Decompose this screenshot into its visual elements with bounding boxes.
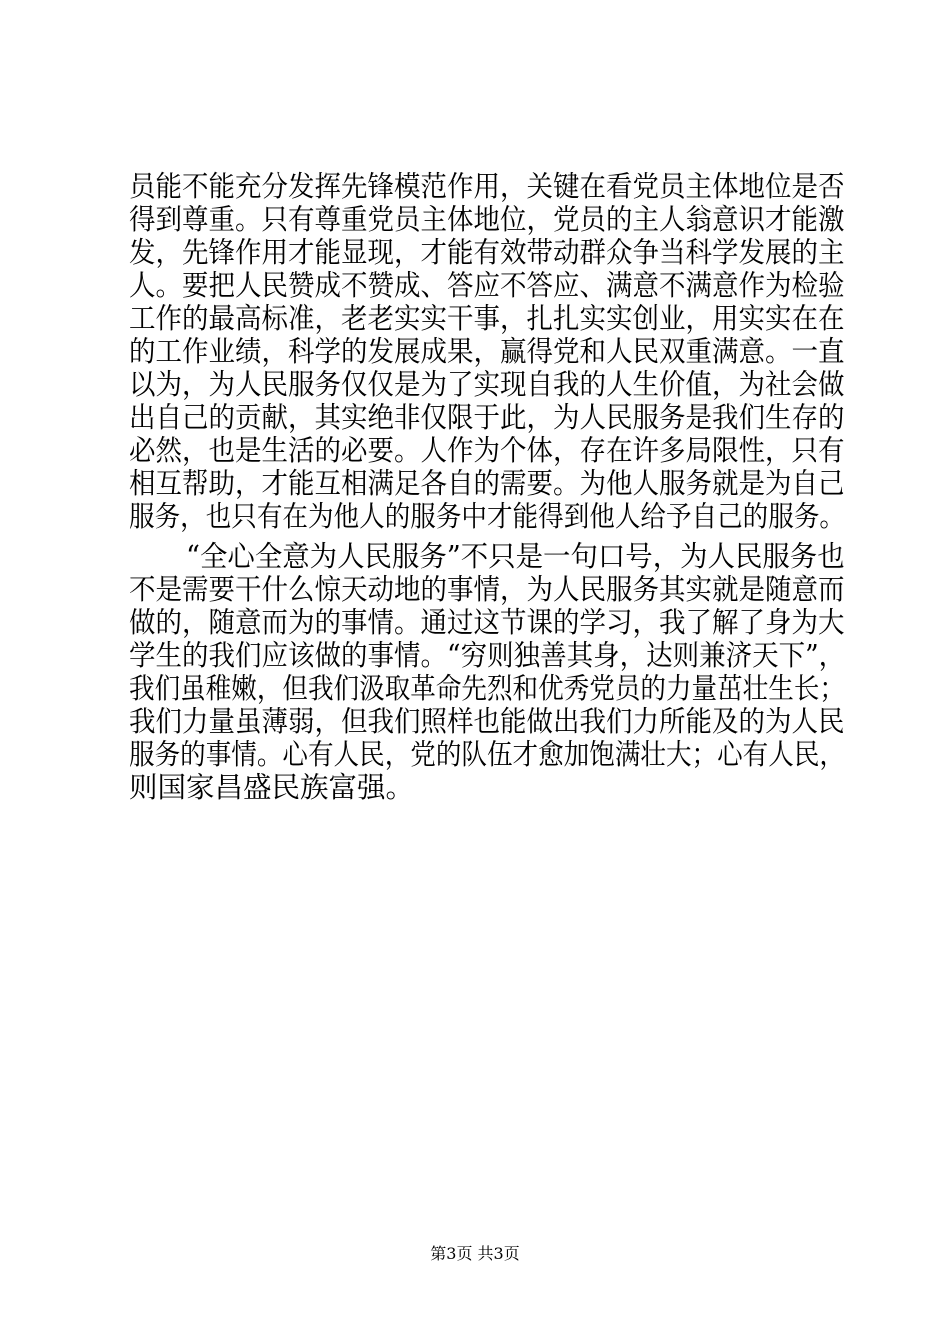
- paragraph-line: 不是需要干什么惊天动地的事情，为人民服务其实就是随意而: [129, 573, 845, 606]
- page-footer: 第3页 共3页: [430, 1244, 520, 1263]
- paragraph-line: 做的，随意而为的事情。通过这节课的学习，我了解了身为大: [129, 606, 845, 639]
- paragraph-line: 服务的事情。心有人民，党的队伍才愈加饱满壮大；心有人民，: [129, 738, 845, 771]
- paragraph-line: 学生的我们应该做的事情。“穷则独善其身，达则兼济天下”，: [129, 639, 846, 672]
- paragraph-line: “全心全意为人民服务”不只是一句口号，为人民服务也: [186, 540, 845, 573]
- paragraph-line: 员能不能充分发挥先锋模范作用，关键在看党员主体地位是否: [129, 170, 845, 203]
- paragraph-line: 工作的最高标准，老老实实干事，扎扎实实创业，用实实在在: [129, 302, 845, 335]
- paragraph-line: 的工作业绩，科学的发展成果，赢得党和人民双重满意。一直: [129, 335, 845, 368]
- paragraph-line: 得到尊重。只有尊重党员主体地位，党员的主人翁意识才能激: [129, 203, 845, 236]
- paragraph-line: 发，先锋作用才能显现，才能有效带动群众争当科学发展的主: [129, 236, 845, 269]
- paragraph-line: 我们力量虽薄弱，但我们照样也能做出我们力所能及的为人民: [129, 705, 845, 738]
- paragraph-line: 以为，为人民服务仅仅是为了实现自我的人生价值，为社会做: [129, 368, 845, 401]
- paragraph-line: 人。要把人民赞成不赞成、答应不答应、满意不满意作为检验: [129, 269, 845, 302]
- paragraph-line: 相互帮助，才能互相满足各自的需要。为他人服务就是为自己: [129, 467, 845, 500]
- paragraph-line: 我们虽稚嫩，但我们汲取革命先烈和优秀党员的力量茁壮生长；: [129, 672, 845, 705]
- paragraph-line: 出自己的贡献，其实绝非仅限于此，为人民服务是我们生存的: [129, 401, 845, 434]
- paragraph-line: 则国家昌盛民族富强。: [129, 771, 415, 804]
- paragraph-line: 服务，也只有在为他人的服务中才能得到他人给予自己的服务。: [129, 500, 845, 533]
- paragraph-line: 必然，也是生活的必要。人作为个体，存在许多局限性，只有: [129, 434, 845, 467]
